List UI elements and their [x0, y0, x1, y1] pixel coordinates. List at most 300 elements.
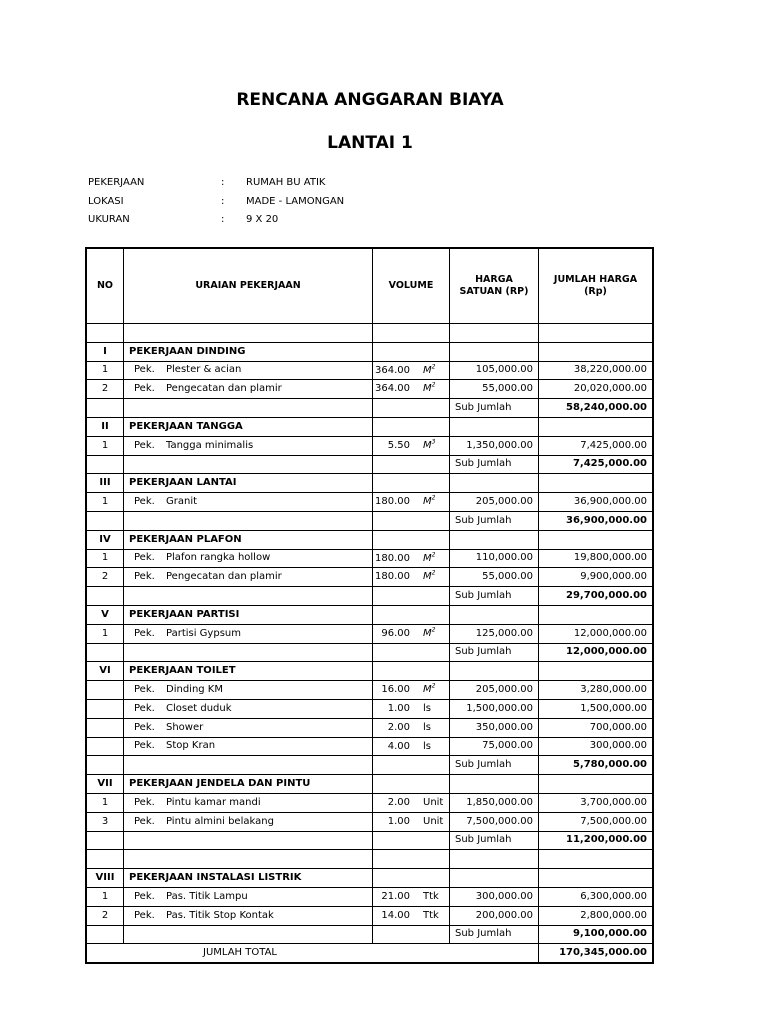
item-number: 1: [87, 624, 124, 643]
item-unit-price: 55,000.00: [450, 380, 539, 399]
volume-unit: [423, 722, 431, 734]
header-harga-line1: HARGA: [475, 274, 513, 285]
table-body: [87, 324, 653, 944]
empty-cell: [373, 399, 450, 418]
subtotal-value: 12,000,000.00: [539, 643, 653, 662]
item-prefix: Pek.: [134, 684, 155, 696]
item-prefix: Pek.: [134, 571, 155, 583]
table-row: [87, 887, 653, 906]
volume-unit: [423, 383, 435, 395]
info-label: LOKASI: [88, 196, 124, 207]
subtotal-value: 5,780,000.00: [539, 756, 653, 775]
item-number: 1: [87, 493, 124, 512]
info-value: 9 X 20: [246, 214, 279, 225]
empty-cell: [87, 756, 124, 775]
volume-value: 14.00: [381, 909, 410, 921]
section-row: [87, 605, 653, 624]
table-header-row: [87, 249, 653, 324]
item-text: Tangga minimalis: [166, 439, 254, 451]
empty-cell: [450, 775, 539, 794]
section-title: PEKERJAAN TANGGA: [124, 417, 373, 436]
table-row: [87, 681, 653, 700]
volume-unit: [423, 365, 435, 377]
empty-cell: [87, 587, 124, 606]
unit-exponent: 2: [431, 570, 436, 578]
item-number: 3: [87, 812, 124, 831]
item-description: [124, 681, 373, 700]
item-number: 2: [87, 380, 124, 399]
table-row: [87, 361, 653, 380]
item-unit-price: 350,000.00: [450, 718, 539, 737]
empty-cell: [539, 474, 653, 493]
table-row: [87, 549, 653, 568]
subtotal-row: [87, 587, 653, 606]
item-text: Plafon rangka hollow: [166, 552, 271, 564]
empty-cell: [124, 831, 373, 850]
item-volume: [373, 737, 450, 756]
unit-text: ls: [423, 740, 431, 752]
item-total-price: 36,900,000.00: [539, 493, 653, 512]
subtotal-label: Sub Jumlah: [450, 399, 539, 418]
item-volume: [373, 812, 450, 831]
subtotal-row: [87, 643, 653, 662]
empty-cell: [450, 324, 539, 343]
section-number: VII: [87, 775, 124, 794]
item-volume: [373, 568, 450, 587]
subtotal-row: [87, 511, 653, 530]
empty-cell: [450, 417, 539, 436]
section-title: PEKERJAAN DINDING: [124, 342, 373, 361]
empty-cell: [539, 850, 653, 869]
item-description: [124, 699, 373, 718]
unit-exponent: 2: [431, 363, 436, 371]
item-volume: [373, 361, 450, 380]
header-no: NO: [87, 249, 124, 324]
header-harga: [450, 249, 539, 324]
empty-cell: [87, 324, 124, 343]
item-total-price: 38,220,000.00: [539, 361, 653, 380]
item-unit-price: 1,350,000.00: [450, 436, 539, 455]
info-separator: :: [221, 214, 225, 225]
item-text: Pas. Titik Lampu: [166, 890, 248, 902]
unit-text: Unit: [423, 815, 444, 827]
item-description: [124, 793, 373, 812]
item-prefix: Pek.: [134, 909, 155, 921]
unit-text: M: [423, 364, 432, 376]
empty-cell: [87, 455, 124, 474]
unit-text: M: [423, 439, 432, 451]
section-row: [87, 474, 653, 493]
section-title: PEKERJAAN LANTAI: [124, 474, 373, 493]
volume-value: 1.00: [387, 702, 410, 714]
info-value: MADE - LAMONGAN: [246, 196, 345, 207]
item-total-price: 1,500,000.00: [539, 699, 653, 718]
item-text: Pengecatan dan plamir: [166, 571, 282, 583]
volume-value: 364.00: [375, 383, 410, 395]
item-unit-price: 125,000.00: [450, 624, 539, 643]
info-separator: :: [221, 196, 225, 207]
table-row: [87, 906, 653, 925]
volume-unit: [423, 553, 435, 565]
header-jumlah-line1: JUMLAH HARGA: [553, 274, 638, 285]
volume-unit: [423, 684, 435, 696]
item-description: [124, 436, 373, 455]
subtotal-value: 36,900,000.00: [539, 511, 653, 530]
header-jumlah-line2: (Rp): [584, 286, 607, 297]
empty-cell: [373, 474, 450, 493]
volume-value: 180.00: [375, 496, 410, 508]
item-number: 1: [87, 361, 124, 380]
section-row: [87, 530, 653, 549]
subtotal-label: Sub Jumlah: [450, 455, 539, 474]
empty-cell: [373, 605, 450, 624]
subtotal-value: 58,240,000.00: [539, 399, 653, 418]
empty-cell: [450, 850, 539, 869]
item-number: [87, 681, 124, 700]
empty-cell: [124, 925, 373, 944]
empty-cell: [539, 530, 653, 549]
volume-value: 16.00: [381, 684, 410, 696]
empty-cell: [373, 455, 450, 474]
empty-cell: [450, 605, 539, 624]
volume-value: 1.00: [387, 815, 410, 827]
volume-value: 2.00: [387, 721, 410, 733]
item-description: [124, 361, 373, 380]
item-number: 1: [87, 887, 124, 906]
item-description: [124, 549, 373, 568]
item-description: [124, 568, 373, 587]
item-unit-price: 205,000.00: [450, 493, 539, 512]
info-label: PEKERJAAN: [88, 177, 145, 188]
empty-cell: [450, 530, 539, 549]
item-number: 1: [87, 436, 124, 455]
subtotal-label: Sub Jumlah: [450, 831, 539, 850]
volume-unit: [423, 816, 443, 828]
empty-cell: [124, 756, 373, 775]
empty-cell: [87, 850, 124, 869]
section-number: II: [87, 417, 124, 436]
empty-cell: [124, 324, 373, 343]
item-prefix: Pek.: [134, 552, 155, 564]
empty-cell: [87, 511, 124, 530]
subtotal-row: [87, 455, 653, 474]
empty-cell: [124, 455, 373, 474]
item-unit-price: 105,000.00: [450, 361, 539, 380]
item-description: [124, 906, 373, 925]
item-total-price: 3,700,000.00: [539, 793, 653, 812]
item-description: [124, 493, 373, 512]
unit-text: M: [423, 496, 432, 508]
item-unit-price: 1,850,000.00: [450, 793, 539, 812]
page-title: RENCANA ANGGARAN BIAYA: [236, 90, 504, 110]
unit-exponent: 2: [431, 682, 436, 690]
volume-unit: [423, 910, 439, 922]
item-prefix: Pek.: [134, 702, 155, 714]
unit-text: Ttk: [423, 890, 439, 902]
unit-exponent: 3: [431, 438, 436, 446]
item-total-price: 2,800,000.00: [539, 906, 653, 925]
item-unit-price: 205,000.00: [450, 681, 539, 700]
subtotal-row: [87, 399, 653, 418]
item-unit-price: 1,500,000.00: [450, 699, 539, 718]
table-row: [87, 380, 653, 399]
item-total-price: 20,020,000.00: [539, 380, 653, 399]
table-row: [87, 436, 653, 455]
volume-unit: [423, 741, 431, 753]
item-total-price: 300,000.00: [539, 737, 653, 756]
item-unit-price: 7,500,000.00: [450, 812, 539, 831]
item-total-price: 19,800,000.00: [539, 549, 653, 568]
item-prefix: Pek.: [134, 890, 155, 902]
empty-cell: [450, 869, 539, 888]
empty-cell: [373, 530, 450, 549]
section-title: PEKERJAAN PLAFON: [124, 530, 373, 549]
empty-cell: [373, 775, 450, 794]
volume-value: 2.00: [387, 796, 410, 808]
empty-cell: [539, 605, 653, 624]
item-prefix: Pek.: [134, 796, 155, 808]
info-value: RUMAH BU ATIK: [246, 177, 326, 188]
item-total-price: 3,280,000.00: [539, 681, 653, 700]
empty-cell: [373, 831, 450, 850]
item-total-price: 7,425,000.00: [539, 436, 653, 455]
budget-table: [86, 248, 653, 963]
subtotal-row: [87, 925, 653, 944]
item-prefix: Pek.: [134, 383, 155, 395]
total-value: 170,345,000.00: [539, 944, 653, 963]
item-text: Stop Kran: [166, 740, 216, 752]
item-description: [124, 737, 373, 756]
section-number: V: [87, 605, 124, 624]
table-row: [87, 793, 653, 812]
unit-text: M: [423, 383, 432, 395]
item-unit-price: 75,000.00: [450, 737, 539, 756]
unit-text: M: [423, 684, 432, 696]
item-volume: [373, 699, 450, 718]
item-description: [124, 887, 373, 906]
empty-cell: [373, 756, 450, 775]
volume-value: 21.00: [381, 890, 410, 902]
empty-cell: [539, 324, 653, 343]
volume-unit: [423, 797, 443, 809]
item-prefix: Pek.: [134, 364, 155, 376]
item-number: 1: [87, 549, 124, 568]
empty-cell: [450, 474, 539, 493]
empty-cell: [373, 511, 450, 530]
empty-cell: [373, 417, 450, 436]
empty-cell: [373, 587, 450, 606]
empty-cell: [539, 342, 653, 361]
unit-text: Unit: [423, 796, 444, 808]
empty-cell: [87, 925, 124, 944]
table-row: [87, 812, 653, 831]
item-number: 2: [87, 906, 124, 925]
unit-text: M: [423, 552, 432, 564]
item-text: Shower: [166, 721, 204, 733]
empty-cell: [373, 662, 450, 681]
item-volume: [373, 681, 450, 700]
unit-text: ls: [423, 702, 431, 714]
section-title: PEKERJAAN TOILET: [124, 662, 373, 681]
header-volume: VOLUME: [373, 249, 450, 324]
volume-value: 4.00: [387, 740, 410, 752]
section-title: PEKERJAAN INSTALASI LISTRIK: [124, 869, 373, 888]
section-title: PEKERJAAN PARTISI: [124, 605, 373, 624]
item-unit-price: 200,000.00: [450, 906, 539, 925]
empty-cell: [124, 399, 373, 418]
item-total-price: 12,000,000.00: [539, 624, 653, 643]
item-description: [124, 812, 373, 831]
total-label: JUMLAH TOTAL: [87, 944, 539, 963]
section-row: [87, 342, 653, 361]
item-text: Closet duduk: [166, 702, 232, 714]
empty-cell: [450, 662, 539, 681]
empty-cell: [539, 417, 653, 436]
volume-unit: [423, 628, 435, 640]
section-row: [87, 662, 653, 681]
empty-cell: [373, 324, 450, 343]
item-text: Granit: [166, 496, 198, 508]
empty-cell: [124, 587, 373, 606]
item-total-price: 700,000.00: [539, 718, 653, 737]
empty-cell: [87, 643, 124, 662]
item-text: Pengecatan dan plamir: [166, 383, 282, 395]
item-prefix: Pek.: [134, 815, 155, 827]
item-volume: [373, 380, 450, 399]
item-text: Pintu almini belakang: [166, 815, 274, 827]
item-prefix: Pek.: [134, 627, 155, 639]
item-text: Plester & acian: [166, 364, 242, 376]
empty-cell: [373, 850, 450, 869]
empty-cell: [539, 775, 653, 794]
volume-unit: [423, 440, 435, 452]
item-text: Pas. Titik Stop Kontak: [166, 909, 274, 921]
volume-unit: [423, 703, 431, 715]
subtotal-value: 11,200,000.00: [539, 831, 653, 850]
subtotal-label: Sub Jumlah: [450, 511, 539, 530]
empty-cell: [87, 399, 124, 418]
item-prefix: Pek.: [134, 439, 155, 451]
section-number: IV: [87, 530, 124, 549]
info-label: UKURAN: [88, 214, 130, 225]
item-number: [87, 737, 124, 756]
subtotal-label: Sub Jumlah: [450, 756, 539, 775]
item-total-price: 9,900,000.00: [539, 568, 653, 587]
unit-text: ls: [423, 721, 431, 733]
unit-text: M: [423, 571, 432, 583]
table-row: [87, 718, 653, 737]
table-row: [87, 737, 653, 756]
volume-value: 96.00: [381, 627, 410, 639]
table-row: [87, 699, 653, 718]
item-text: Pintu kamar mandi: [166, 796, 261, 808]
subtotal-row: [87, 756, 653, 775]
volume-unit: [423, 891, 439, 903]
section-title: PEKERJAAN JENDELA DAN PINTU: [124, 775, 373, 794]
volume-unit: [423, 496, 435, 508]
item-volume: [373, 793, 450, 812]
section-number: VIII: [87, 869, 124, 888]
volume-value: 180.00: [375, 552, 410, 564]
item-volume: [373, 493, 450, 512]
item-prefix: Pek.: [134, 496, 155, 508]
blank-row: [87, 324, 653, 343]
unit-exponent: 2: [431, 551, 436, 559]
volume-value: 180.00: [375, 571, 410, 583]
empty-cell: [450, 342, 539, 361]
item-volume: [373, 436, 450, 455]
header-jumlah: [539, 249, 653, 324]
subtotal-value: 7,425,000.00: [539, 455, 653, 474]
empty-cell: [373, 925, 450, 944]
empty-cell: [87, 831, 124, 850]
item-volume: [373, 549, 450, 568]
volume-value: 364.00: [375, 364, 410, 376]
item-number: [87, 699, 124, 718]
empty-cell: [124, 643, 373, 662]
item-number: 2: [87, 568, 124, 587]
item-volume: [373, 624, 450, 643]
header-harga-line2: SATUAN (RP): [459, 286, 529, 297]
item-volume: [373, 906, 450, 925]
item-text: Partisi Gypsum: [166, 627, 241, 639]
subtotal-label: Sub Jumlah: [450, 587, 539, 606]
info-separator: :: [221, 177, 225, 188]
blank-row: [87, 850, 653, 869]
item-description: [124, 624, 373, 643]
total-row: [87, 944, 653, 963]
item-unit-price: 55,000.00: [450, 568, 539, 587]
empty-cell: [373, 342, 450, 361]
empty-cell: [373, 643, 450, 662]
section-number: III: [87, 474, 124, 493]
unit-exponent: 2: [431, 382, 436, 390]
header-uraian: URAIAN PEKERJAAN: [124, 249, 373, 324]
table-row: [87, 624, 653, 643]
item-text: Dinding KM: [166, 684, 223, 696]
volume-value: 5.50: [387, 439, 410, 451]
item-unit-price: 300,000.00: [450, 887, 539, 906]
item-prefix: Pek.: [134, 740, 155, 752]
section-row: [87, 775, 653, 794]
page-subtitle: LANTAI 1: [327, 133, 413, 153]
item-unit-price: 110,000.00: [450, 549, 539, 568]
unit-exponent: 2: [431, 626, 436, 634]
item-volume: [373, 718, 450, 737]
item-description: [124, 718, 373, 737]
item-prefix: Pek.: [134, 721, 155, 733]
unit-text: Ttk: [423, 909, 439, 921]
empty-cell: [539, 869, 653, 888]
empty-cell: [124, 511, 373, 530]
subtotal-label: Sub Jumlah: [450, 925, 539, 944]
section-row: [87, 417, 653, 436]
item-total-price: 7,500,000.00: [539, 812, 653, 831]
section-row: [87, 869, 653, 888]
subtotal-row: [87, 831, 653, 850]
table-row: [87, 493, 653, 512]
table-row: [87, 568, 653, 587]
empty-cell: [124, 850, 373, 869]
unit-text: M: [423, 627, 432, 639]
section-number: I: [87, 342, 124, 361]
item-volume: [373, 887, 450, 906]
subtotal-label: Sub Jumlah: [450, 643, 539, 662]
item-number: [87, 718, 124, 737]
volume-unit: [423, 571, 435, 583]
item-total-price: 6,300,000.00: [539, 887, 653, 906]
item-number: 1: [87, 793, 124, 812]
